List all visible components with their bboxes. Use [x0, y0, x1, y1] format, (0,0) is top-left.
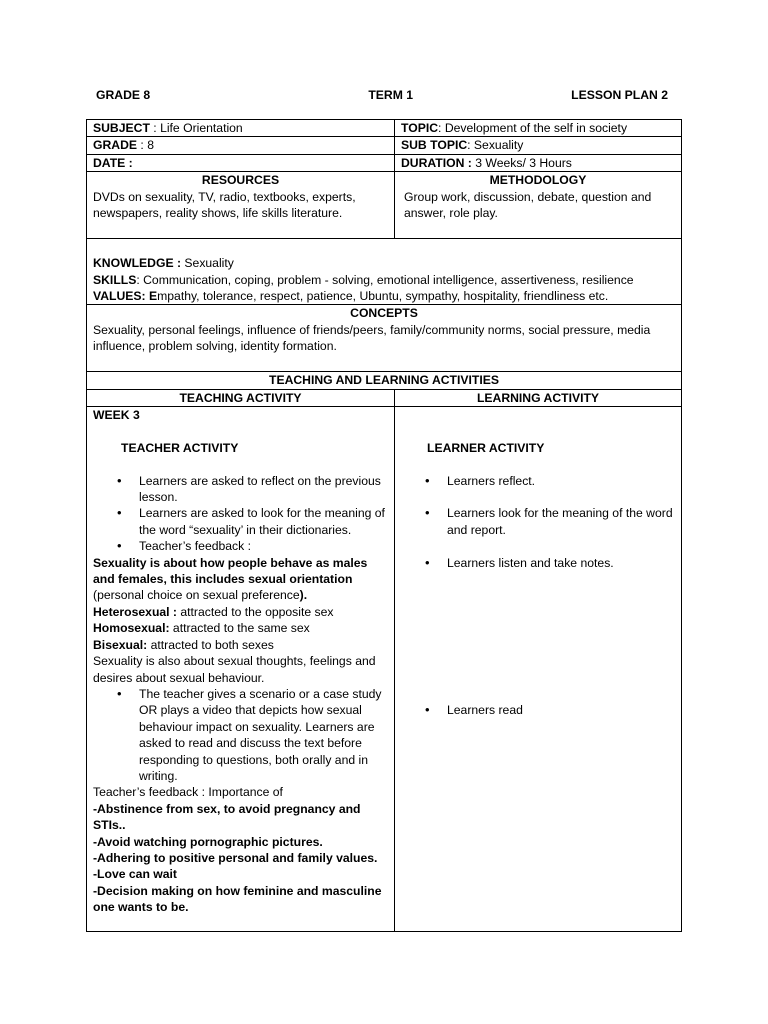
row-grade-subtopic: [87, 137, 681, 154]
values-line: [93, 288, 675, 304]
methodology-cell: [395, 172, 681, 238]
learner-activity-subhead: LEARNER ACTIVITY: [427, 440, 545, 455]
duration-value: 3 Weeks/ 3 Hours: [475, 155, 572, 170]
resources-title: RESOURCES: [201, 173, 280, 188]
list-item: • The teacher gives a scenario or a case study OR plays a video that depicts how sexual behaviour impact on sexuality. Learners are asked to read and discuss the text before responding to questions, both orally and in writing.: [139, 686, 388, 784]
homo-value: attracted to the same sex: [169, 621, 310, 636]
feedback-importance: Teacher’s feedback : Importance of: [93, 785, 283, 800]
row-subject-topic: [87, 120, 681, 137]
teacher-activity-cell: [87, 407, 395, 931]
row-activities-body: [87, 407, 681, 931]
kvs-cell: [87, 239, 681, 304]
skills-value: : Communication, coping, problem - solving, emotional intelligence, assertiveness, resilience: [136, 272, 634, 287]
methodology-text: Group work, discussion, debate, question and answer, role play.: [404, 189, 652, 221]
grade-value: 8: [147, 138, 154, 153]
hetero-value: attracted to the opposite sex: [177, 604, 334, 619]
knowledge-label: KNOWLEDGE :: [93, 256, 182, 271]
learner-bullet-list: [401, 473, 675, 719]
week-label: WEEK 3: [93, 408, 140, 423]
date-cell: [87, 155, 395, 171]
bi-value: attracted to both sexes: [147, 637, 274, 652]
header-grade: GRADE 8: [96, 88, 151, 102]
page-header: [96, 88, 668, 102]
row-date-duration: [87, 155, 681, 172]
importance-item: -Love can wait: [93, 867, 177, 882]
sexuality-also-text: Sexuality is also about sexual thoughts, feelings and desires about sexual behaviour.: [93, 654, 376, 685]
topic-value: Development of the self in society: [444, 121, 628, 135]
skills-line: [93, 272, 675, 288]
duration-cell: [395, 155, 681, 171]
scenario-bullet-list: [93, 686, 388, 784]
header-term: TERM 1: [368, 88, 414, 102]
resources-cell: [87, 172, 395, 238]
header-lesson-plan: LESSON PLAN 2: [571, 88, 668, 102]
importance-item: -Avoid watching pornographic pictures.: [93, 834, 323, 849]
duration-label: DURATION :: [401, 155, 472, 170]
teacher-bullet-list: [93, 473, 388, 555]
list-item: • Learners are asked to reflect on the previous lesson.: [139, 473, 388, 506]
importance-item: -Abstinence from sex, to avoid pregnancy and STIs..: [93, 801, 361, 833]
hetero-label: Heterosexual :: [93, 604, 177, 619]
homo-label: Homosexual:: [93, 621, 170, 636]
sexuality-paren-text: personal choice on sexual preference: [97, 588, 300, 603]
importance-item: -Adhering to positive personal and family values.: [93, 850, 378, 865]
values-label: VALUES: E: [93, 289, 158, 304]
topic-cell: TOPIC: Development of the self in society: [401, 121, 628, 135]
list-item: • Learners look for the meaning of the word and report.: [447, 505, 675, 538]
homo-line: [93, 620, 388, 636]
concepts-title: CONCEPTS: [350, 306, 418, 321]
row-activities-title: [87, 372, 681, 389]
row-knowledge-skills-values: [87, 239, 681, 305]
subject-value: Life Orientation: [160, 121, 243, 135]
concepts-text: Sexuality, personal feelings, influence of friends/peers, family/community norms, social pressure, media influence, problem solving, identity formation.: [93, 322, 651, 354]
sexuality-bold: Sexuality is about how people behave as males and females, this includes sexual orientation: [93, 555, 368, 587]
row-resources-methodology: [87, 172, 681, 239]
skills-label: SKILLS: [93, 272, 137, 287]
row-activity-headers: [87, 390, 681, 407]
sexuality-paren-open: (: [93, 588, 98, 603]
sexuality-definition: [93, 555, 388, 604]
concepts-cell: [87, 305, 681, 371]
resources-text: DVDs on sexuality, TV, radio, textbooks, experts, newspapers, reality shows, life skills literature.: [93, 189, 356, 221]
learner-activity-cell: [395, 407, 681, 931]
activities-title: TEACHING AND LEARNING ACTIVITIES: [269, 373, 499, 388]
learning-activity-header: LEARNING ACTIVITY: [476, 390, 600, 405]
date-label: DATE :: [93, 155, 133, 170]
methodology-title: METHODOLOGY: [489, 173, 587, 188]
hetero-line: [93, 604, 388, 620]
sexuality-paren-close: ).: [299, 588, 308, 603]
list-item: • Learners listen and take notes.: [447, 555, 675, 571]
subject-label: SUBJECT: [93, 121, 150, 135]
knowledge-value: Sexuality: [184, 256, 234, 271]
subject-cell: SUBJECT : Life Orientation: [87, 120, 395, 136]
grade-cell: GRADE : 8: [87, 137, 395, 153]
list-item: • Learners reflect.: [447, 473, 675, 489]
bi-line: [93, 637, 388, 653]
subtopic-label: SUB TOPIC: [401, 138, 468, 153]
grade-label: GRADE: [93, 138, 138, 153]
row-concepts: [87, 305, 681, 372]
subtopic-cell: SUB TOPIC: Sexuality: [401, 138, 524, 153]
list-item: • Teacher’s feedback :: [139, 538, 388, 554]
importance-item: -Decision making on how feminine and masculine one wants to be.: [93, 883, 382, 915]
lesson-plan-table: [86, 119, 682, 932]
values-value: mpathy, tolerance, respect, patience, Ubuntu, sympathy, hospitality, friendliness etc.: [157, 289, 609, 304]
knowledge-line: [93, 255, 675, 271]
teacher-activity-subhead: TEACHER ACTIVITY: [121, 440, 239, 455]
subtopic-value: Sexuality: [473, 138, 524, 153]
teaching-activity-header: TEACHING ACTIVITY: [87, 390, 395, 406]
topic-label: TOPIC: [401, 121, 439, 135]
list-item: • Learners read: [447, 702, 675, 718]
bi-label: Bisexual:: [93, 637, 148, 652]
list-item: • Learners are asked to look for the meaning of the word “sexuality’ in their dictionaries.: [139, 505, 388, 538]
